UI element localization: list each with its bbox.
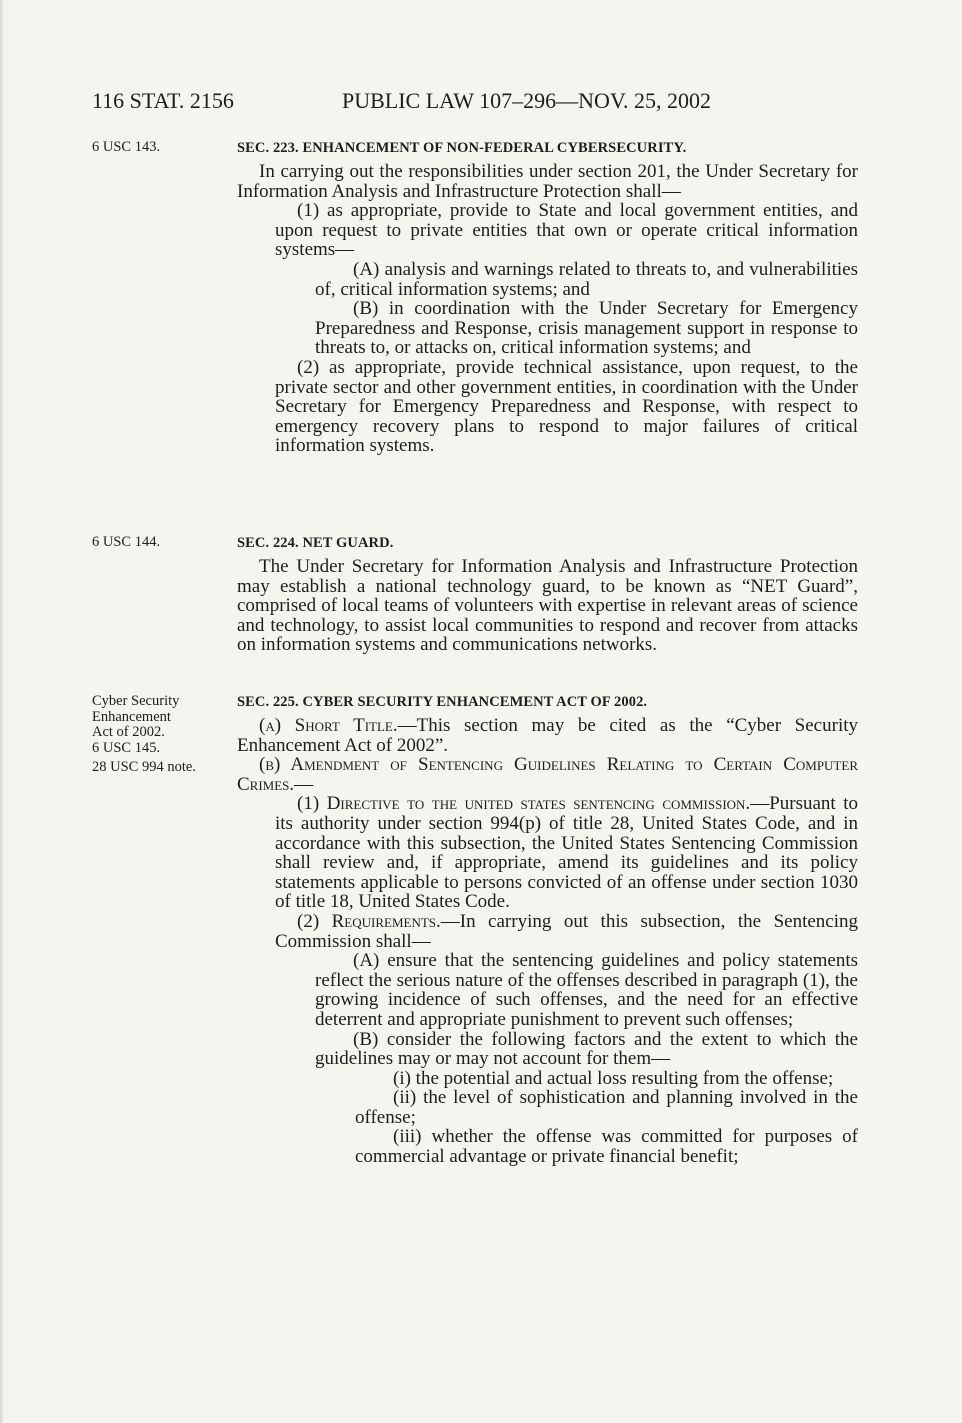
margin-note-usc143: 6 USC 143. bbox=[92, 139, 161, 155]
section-225-para-B: (B) consider the following factors and the extent to which the guidelines may or may not account for them— bbox=[315, 1028, 858, 1070]
section-223-para-B: (B) in coordination with the Under Secretary for Emergency Preparedness and Response, crisis management support in response to threats to, or attacks on, critical information systems; and bbox=[315, 298, 858, 359]
section-223-para-A: (A) analysis and warnings related to threats to, and vulnerabilities of, critical information systems; and bbox=[315, 258, 858, 300]
section-224-body: The Under Secretary for Information Analysis and Infrastructure Protection may establish a national technology guard, to be known as “NET Guard”, comprised of local teams of volunteers with expertise in relevant areas of science and technology, to assist local communities to respond and recover from attacks on information systems and communications networks. bbox=[237, 556, 858, 656]
margin-note-line: 6 USC 145. bbox=[92, 739, 161, 756]
para-2-text: —In carrying out this subsection, the Sentencing Commission shall— bbox=[275, 910, 858, 952]
margin-note-line: Enhancement bbox=[92, 708, 171, 725]
section-223 bbox=[237, 140, 858, 456]
stat-citation: 116 STAT. 2156 bbox=[92, 88, 234, 113]
section-224 bbox=[237, 535, 858, 655]
section-225-para-A: (A) ensure that the sentencing guidelines and policy statements reflect the serious nature of the offenses described in paragraph (1), the growing incidence of such offenses, and the need for an effective deterrent and appropriate punishment to prevent such offenses; bbox=[315, 950, 858, 1030]
section-225-clause-iii: (iii) whether the offense was committed for purposes of commercial advantage or private financial benefit; bbox=[355, 1126, 858, 1168]
section-223-intro: In carrying out the responsibilities under section 201, the Under Secretary for Information Analysis and Infrastructure Protection shall— bbox=[237, 161, 858, 202]
subsec-a-label: (a) Short Title. bbox=[259, 715, 398, 736]
section-225-subsec-a bbox=[237, 716, 858, 755]
margin-note-usc144: 6 USC 144. bbox=[92, 534, 161, 550]
section-225-clause-i: (i) the potential and actual loss resulting from the offense; bbox=[393, 1067, 834, 1089]
subsec-a-text: —This section may be cited as the “Cyber Security Enhancement Act of 2002”. bbox=[237, 715, 859, 756]
section-225-para-1 bbox=[275, 794, 858, 912]
margin-note-line: Cyber Security bbox=[92, 693, 180, 709]
section-225-heading: SEC. 225. CYBER SECURITY ENHANCEMENT ACT OF 2002. bbox=[237, 694, 648, 710]
subsec-b-text: — bbox=[294, 773, 314, 795]
section-223-para-1: (1) as appropriate, provide to State and local government entities, and upon request to private entities that own or operate critical information systems— bbox=[275, 200, 858, 261]
para-2-label: (2) Requirements. bbox=[297, 910, 441, 932]
margin-note-line: Act of 2002. bbox=[92, 724, 165, 740]
section-225-clause-ii: (ii) the level of sophistication and planning involved in the offense; bbox=[355, 1087, 858, 1128]
section-223-heading: SEC. 223. ENHANCEMENT OF NON-FEDERAL CYBERSECURITY. bbox=[237, 140, 687, 156]
para-1-text: —Pursuant to its authority under section 994(p) of title 28, United States Code, and in accordance with this subsection, the United States Sentencing Commission shall review and, if appropriate, amend its guidelines and its policy statements applicable to persons convicted of an offense under section 1030 of title 18, United States Code. bbox=[275, 793, 858, 913]
page-edge bbox=[0, 0, 4, 1423]
section-223-para-2: (2) as appropriate, provide technical assistance, upon request, to the private sector and other government entities, in coordination with the Under Secretary for Emergency Preparedness and Response, with respect to emergency recovery plans to respond to major failures of critical information systems. bbox=[275, 356, 858, 457]
section-224-heading: SEC. 224. NET GUARD. bbox=[237, 535, 394, 551]
section-225-subsec-b bbox=[237, 755, 858, 794]
subsec-b-label: (b) Amendment of Sentencing Guidelines Relating to Certain Computer Crimes. bbox=[237, 754, 858, 795]
public-law-title: PUBLIC LAW 107–296—NOV. 25, 2002 bbox=[342, 88, 711, 113]
section-225 bbox=[237, 694, 858, 1167]
para-1-label: (1) Directive to the united states sentencing commission. bbox=[297, 793, 751, 815]
margin-note-cyber-act bbox=[92, 694, 179, 756]
section-225-para-2 bbox=[275, 912, 858, 951]
margin-note-usc994: 28 USC 994 note. bbox=[92, 759, 196, 775]
